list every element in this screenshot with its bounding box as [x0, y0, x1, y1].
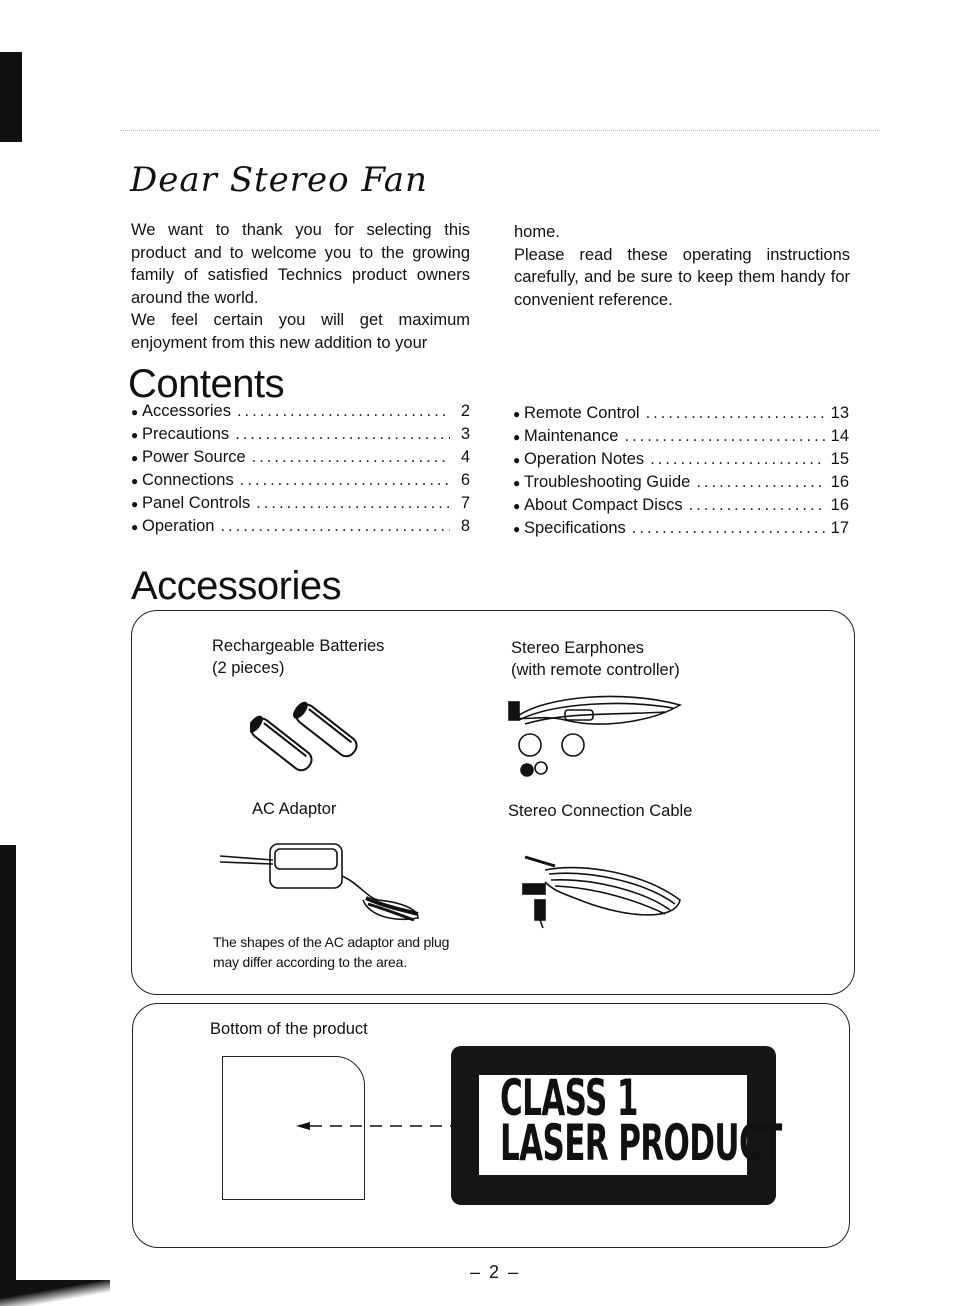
page-number: – 2 –	[470, 1262, 521, 1282]
leader-dots	[252, 448, 450, 467]
contents-entry	[513, 473, 849, 496]
bullet-icon: ●	[131, 474, 139, 488]
contents-entry-page: 8	[460, 517, 470, 535]
contents-list-left	[131, 402, 470, 540]
contents-entry	[131, 517, 470, 540]
contents-entry-label: Panel Controls	[142, 494, 251, 512]
contents-entry	[513, 404, 849, 427]
contents-entry	[513, 496, 849, 519]
leader-dots	[696, 473, 824, 492]
bullet-icon: ●	[131, 520, 139, 534]
laser-label-text	[500, 1069, 782, 1172]
scan-edge-artifact	[0, 845, 16, 1285]
scan-dotted-line	[120, 130, 880, 132]
contents-entry-label: Operation Notes	[524, 450, 645, 468]
laser-label-line: LASER PRODUCT	[500, 1114, 782, 1172]
ac-adaptor-illustration	[218, 838, 428, 928]
greeting-paragraph: home.	[514, 223, 560, 241]
contents-entry-page: 15	[830, 450, 849, 468]
bullet-icon: ●	[131, 451, 139, 465]
contents-entry-page: 4	[460, 448, 470, 466]
adaptor-note-line: may differ according to the area.	[213, 954, 407, 970]
earphones-label	[511, 637, 680, 681]
earphones-label-line: (with remote controller)	[511, 661, 680, 679]
leader-dots	[240, 471, 450, 490]
bullet-icon: ●	[131, 428, 139, 442]
leader-dots	[689, 496, 825, 515]
contents-heading: Contents	[128, 362, 285, 406]
leader-dots	[256, 494, 450, 513]
bullet-icon: ●	[513, 407, 521, 421]
contents-entry-label: About Compact Discs	[524, 496, 683, 514]
leader-dots	[235, 425, 450, 444]
bullet-icon: ●	[513, 453, 521, 467]
contents-entry-page: 16	[830, 496, 849, 514]
greeting-paragraph: We feel certain you will get maximum enjoyment from this new addition to your	[131, 311, 470, 352]
contents-entry	[131, 494, 470, 517]
contents-entry	[131, 425, 470, 448]
bullet-icon: ●	[131, 405, 139, 419]
adaptor-note	[213, 932, 449, 972]
contents-entry-page: 3	[460, 425, 470, 443]
contents-entry-page: 14	[830, 427, 849, 445]
contents-entry-label: Remote Control	[524, 404, 640, 422]
leader-dots	[624, 427, 824, 446]
leader-dots	[237, 402, 450, 421]
contents-entry	[131, 448, 470, 471]
contents-entry-label: Power Source	[142, 448, 246, 466]
bullet-icon: ●	[513, 430, 521, 444]
earphones-label-line: Stereo Earphones	[511, 639, 645, 657]
contents-entry-page: 16	[830, 473, 849, 491]
bottom-product-label: Bottom of the product	[210, 1020, 368, 1038]
contents-entry-page: 13	[830, 404, 849, 422]
batteries-label-line: (2 pieces)	[212, 659, 285, 677]
contents-entry-page: 17	[830, 519, 849, 537]
dashed-arrow	[296, 1118, 454, 1134]
contents-entry-label: Precautions	[142, 425, 230, 443]
accessories-heading: Accessories	[131, 564, 342, 608]
bullet-icon: ●	[131, 497, 139, 511]
ac-adaptor-label: AC Adaptor	[252, 800, 337, 818]
batteries-illustration	[250, 695, 380, 775]
batteries-label	[212, 635, 384, 679]
greeting-left-column	[131, 219, 470, 354]
contents-entry-page: 7	[460, 494, 470, 512]
scan-corner-artifact	[0, 1280, 110, 1306]
leader-dots	[646, 404, 825, 423]
contents-entry-label: Accessories	[142, 402, 231, 420]
adaptor-note-line: The shapes of the AC adaptor and plug	[213, 934, 450, 950]
leader-dots	[650, 450, 824, 469]
bullet-icon: ●	[513, 522, 521, 536]
contents-entry	[513, 450, 849, 473]
greeting-right-column	[514, 221, 850, 311]
contents-entry-label: Connections	[142, 471, 234, 489]
contents-entry	[131, 402, 470, 425]
leader-dots	[632, 519, 825, 538]
laser-label-line: CLASS 1	[500, 1069, 638, 1127]
contents-entry	[131, 471, 470, 494]
greeting-paragraph: Please read these operating instructions carefully, and be sure to keep them handy for convenient reference.	[514, 245, 850, 309]
contents-entry	[513, 519, 849, 542]
stereo-cable-label: Stereo Connection Cable	[508, 802, 693, 820]
batteries-label-line: Rechargeable Batteries	[212, 637, 385, 655]
contents-entry-label: Maintenance	[524, 427, 619, 445]
greeting-paragraph: We want to thank you for selecting this product and to welcome you to the growing family of satisfied Technics product owners around the world.	[131, 221, 470, 307]
contents-entry-label: Operation	[142, 517, 215, 535]
earphones-illustration	[505, 690, 690, 780]
contents-entry-page: 6	[460, 471, 470, 489]
contents-entry	[513, 427, 849, 450]
contents-entry-label: Specifications	[524, 519, 626, 537]
contents-list-right	[513, 404, 849, 542]
contents-entry-page: 2	[460, 402, 470, 420]
leader-dots	[220, 517, 450, 536]
scan-edge-artifact	[0, 52, 22, 142]
stereo-cable-illustration	[515, 852, 690, 932]
bullet-icon: ●	[513, 476, 521, 490]
bullet-icon: ●	[513, 499, 521, 513]
greeting-title: Dear Stereo Fan	[130, 160, 428, 200]
contents-entry-label: Troubleshooting Guide	[524, 473, 691, 491]
